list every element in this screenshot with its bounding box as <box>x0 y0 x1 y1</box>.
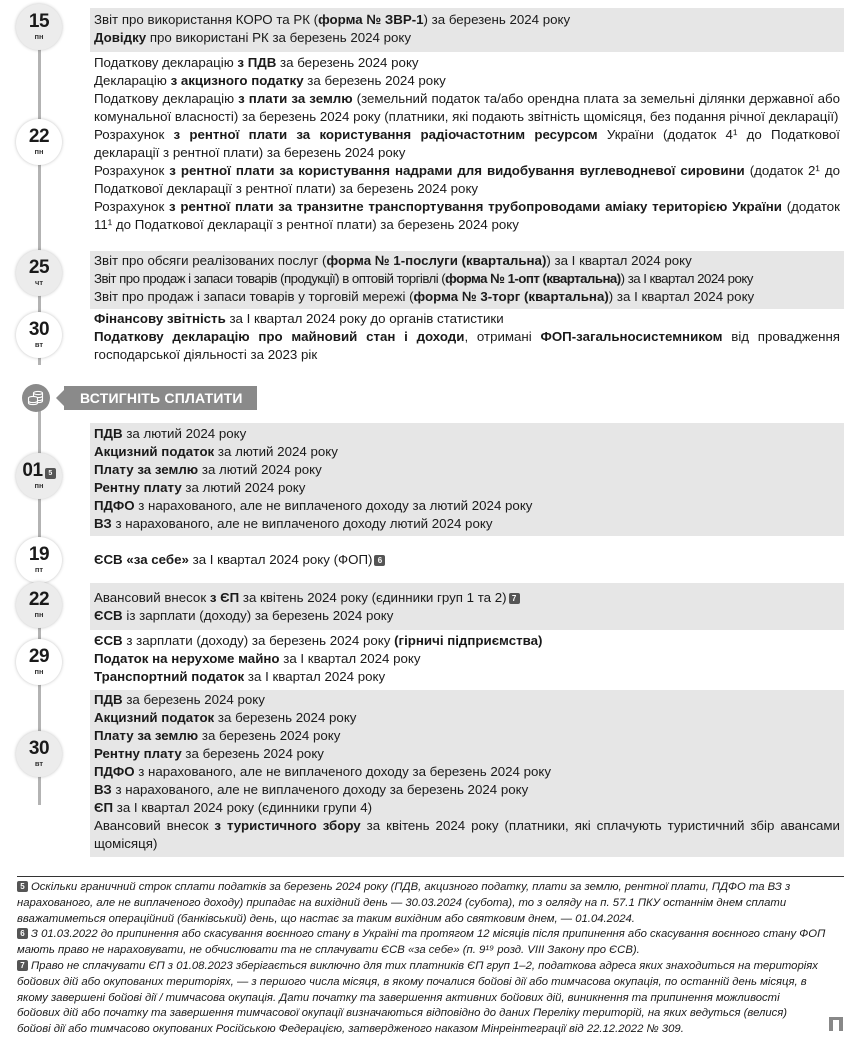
pay-entry-19 <box>90 537 844 583</box>
report-line: Довідку про використані РК за березень 2024 року <box>94 30 411 45</box>
pay-entry-01 <box>90 423 844 536</box>
pay-entry-29 <box>90 631 844 689</box>
pay-line: ЄСВ «за себе» за І квартал 2024 року (ФОП) 6 <box>94 551 840 569</box>
report-line: Податкову декларацію про майновий стан і доходи, отримані ФОП-загальносистемником від провадження господарської діяльності за 2023 рік <box>94 329 841 362</box>
pay-line: Акцизний податок за лютий 2024 року <box>94 444 338 459</box>
footnote-ref-7[interactable]: 7 <box>509 593 520 604</box>
footnote-6: 6 З 01.03.2022 до припинення або скасування воєнного стану в Україні та протягом 12 місяців після припинення або скасування воєнного стану ФОП мають право не нараховувати, не обчислювати та не сплачувати ЄСВ «за себе» (п. 9¹⁹ розд. VIII Закону про ЄСВ). <box>17 928 826 957</box>
pay-line: Рентну плату за лютий 2024 року <box>94 480 306 495</box>
footnote-badge: 5 <box>17 881 28 892</box>
pay-line: Плату за землю за березень 2024 року <box>94 728 341 743</box>
pay-line: Акцизний податок за березень 2024 року <box>94 710 357 725</box>
report-line: Звіт про обсяги реалізованих послуг (форма № 1-послуги (квартальна)) за І квартал 2024 року <box>94 253 692 268</box>
date-number: 15 <box>28 11 50 32</box>
report-line: Звіт про використання КОРО та РК (форма № ЗВР-1) за березень 2024 року <box>94 12 571 27</box>
footnote-badge: 6 <box>17 928 28 939</box>
pay-line: ПДВ за березень 2024 року <box>94 692 265 707</box>
pay-entry-22 <box>90 583 844 630</box>
pay-line: Податок на нерухоме майно за І квартал 2024 року <box>94 651 421 666</box>
date-badge-22: 22 пн <box>16 119 62 165</box>
report-line: Розрахунок з рентної плати за користування надрами для видобування вуглеводневої сировини (додаток 2¹ до Податкової декларації з рентної плати) за березень 2024 року <box>94 163 841 196</box>
pay-line: ВЗ з нарахованого, але не виплаченого доходу лютий 2024 року <box>94 516 493 531</box>
pay-line: Транспортний податок за І квартал 2024 року <box>94 669 386 684</box>
report-entry-15 <box>90 8 844 52</box>
publisher-logo-icon <box>829 1017 843 1031</box>
report-line: Податкову декларацію з плати за землю (земельний податок та/або орендна плата за земельні ділянки державної або комунальної власності) за березень 2024 року (платники, які подають звітність щомісяця, без подання річної декларації) <box>94 91 841 124</box>
date-badge-30: 30 вт <box>16 312 62 358</box>
date-badge-25: 25 чт <box>16 250 62 296</box>
pay-line: ЄСВ з зарплати (доходу) за березень 2024 року (гірничі підприємства) <box>94 633 543 648</box>
date-badge-30-pay: 30 вт <box>16 731 62 777</box>
coins-icon <box>22 384 50 412</box>
report-line: Фінансову звітність за І квартал 2024 року до органів статистики <box>94 311 504 326</box>
date-badge-01: 01 5 пн <box>16 453 62 499</box>
footnote-7: 7 Право не сплачувати ЄП з 01.08.2023 зберігається виключно для тих платників ЄП груп 1–2, податкова адреса яких знаходиться на територіях бойових дій або окупованих територіях, — з першого числа місяця, в якому почалися бойові дії або тимчасова окупація, по останній день місяця, в якому завершені бойові дії / тимчасова окупація. Дати початку та завершення активних бойових дій, виникнення та припинення можливості бойових дій або початку та завершення тимчасової окупації визначаються відповідно до даних Переліку територій, на яких ведуться (велися) бойові дії або тимчасово окупованих Російською Федерацією, затвердженого наказом Мінреінтеграції від 22.12.2022 № 309. <box>17 959 818 1036</box>
pay-section-title: ВСТИГНІТЬ СПЛАТИТИ <box>64 386 257 410</box>
pay-line: ЄСВ із зарплати (доходу) за березень 2024 року <box>94 608 394 623</box>
report-line: Звіт про продаж і запаси товарів у торговій мережі (форма № 3-торг (квартальна)) за І квартал 2024 року <box>94 289 755 304</box>
footnotes <box>17 876 844 1038</box>
pay-line: Рентну плату за березень 2024 року <box>94 746 324 761</box>
report-entry-25 <box>90 251 844 309</box>
date-badge-19: 19 пт <box>16 537 62 583</box>
footnote-ref-5[interactable]: 5 <box>45 468 56 479</box>
date-badge-22-pay: 22 пн <box>16 582 62 628</box>
report-line: Розрахунок з рентної плати за транзитне транспортування трубопроводами аміаку територією України (додаток 11¹ до Податкової декларації з рентної плати) за березень 2024 року <box>94 199 840 232</box>
date-badge-15 <box>16 4 62 50</box>
report-line: Декларацію з акцизного податку за березень 2024 року <box>94 73 446 88</box>
pay-line: ПДФО з нарахованого, але не виплаченого доходу за лютий 2024 року <box>94 498 533 513</box>
pay-entry-30 <box>90 690 844 857</box>
weekday: пн <box>34 32 44 41</box>
footnote-ref-6[interactable]: 6 <box>374 555 385 566</box>
footnote-5: 5 Оскільки граничний строк сплати податків за березень 2024 року (ПДВ, акцизного податку, плати за землю, рентної плати, ПДФО та ВЗ з нарахованого, але не виплаченого доходу) припадає на вихідний день — 30.03.2024 (субота), то з огляду на п. 57.1 ПКУ останнім днем сплати вважатиметься операційний (банківський) день, що настає за таким вихідним або святковим днем, — 01.04.2024. <box>17 881 791 925</box>
footnote-badge: 7 <box>17 960 28 971</box>
report-entry-30 <box>90 309 844 365</box>
pay-line: Плату за землю за лютий 2024 року <box>94 462 322 477</box>
pay-line: Авансовий внесок з ЄП за квітень 2024 року (єдинники груп 1 та 2) 7 <box>94 589 840 607</box>
report-entry-22 <box>90 53 844 251</box>
pay-line: ПДВ за лютий 2024 року <box>94 426 247 441</box>
date-badge-29: 29 пн <box>16 639 62 685</box>
pay-line: ПДФО з нарахованого, але не виплаченого доходу за березень 2024 року <box>94 764 552 779</box>
report-line: Розрахунок з рентної плати за користування радіочастотним ресурсом України (додаток 4¹ до Податкової декларації з рентної плати) за березень 2024 року <box>94 127 840 160</box>
pay-line: ЄП за І квартал 2024 року (єдинники групи 4) <box>94 800 373 815</box>
report-line: Звіт про продаж і запаси товарів (продукції) в оптовій торгівлі (форма № 1-опт (квартальна)) за І квартал 2024 року <box>94 271 753 286</box>
pay-line: ВЗ з нарахованого, але не виплаченого доходу за березень 2024 року <box>94 782 529 797</box>
pay-line: Авансовий внесок з туристичного збору за квітень 2024 року (платники, які сплачують туристичний збір авансами щомісяця) <box>94 818 840 851</box>
report-line: Податкову декларацію з ПДВ за березень 2024 року <box>94 55 419 70</box>
